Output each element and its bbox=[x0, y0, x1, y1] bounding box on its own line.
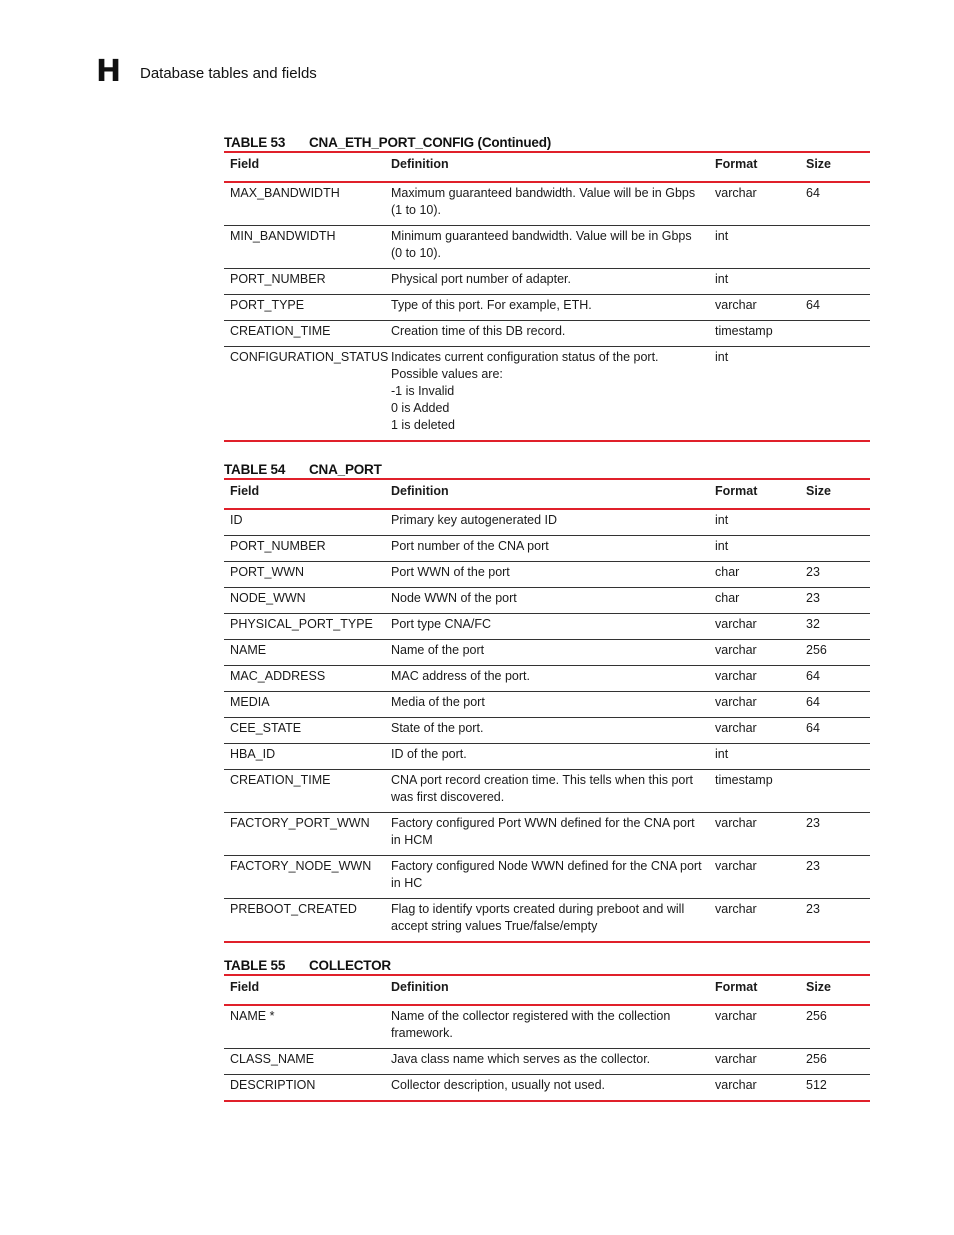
header-definition: Definition bbox=[391, 980, 449, 994]
definition-line: MAC address of the port. bbox=[391, 669, 530, 683]
cell-size: 64 bbox=[806, 695, 820, 709]
definition-line: Minimum guaranteed bandwidth. Value will be in Gbps bbox=[391, 229, 692, 243]
cell-size: 256 bbox=[806, 643, 827, 657]
definition-line: State of the port. bbox=[391, 721, 484, 735]
cell-size: 64 bbox=[806, 186, 820, 200]
table-caption bbox=[224, 958, 870, 974]
table-row bbox=[224, 510, 870, 536]
data-table-block bbox=[224, 135, 870, 442]
cell-definition bbox=[385, 718, 709, 743]
cell-field: PORT_NUMBER bbox=[230, 272, 326, 286]
table-row bbox=[224, 856, 870, 899]
table-caption bbox=[224, 462, 870, 478]
cell-size: 512 bbox=[806, 1078, 827, 1092]
table-row bbox=[224, 226, 870, 269]
cell-definition bbox=[385, 1006, 709, 1048]
definition-line: Java class name which serves as the collector. bbox=[391, 1052, 651, 1066]
definition-line: Name of the port bbox=[391, 643, 485, 657]
cell-field: CLASS_NAME bbox=[230, 1052, 315, 1066]
table-row bbox=[224, 562, 870, 588]
header-field: Field bbox=[230, 980, 260, 994]
header-format: Format bbox=[715, 980, 758, 994]
table-row bbox=[224, 295, 870, 321]
cell-definition bbox=[385, 692, 709, 717]
table-row bbox=[224, 269, 870, 295]
cell-size: 256 bbox=[806, 1009, 827, 1023]
cell-field: NAME * bbox=[230, 1009, 275, 1023]
cell-definition bbox=[385, 856, 709, 898]
table-row bbox=[224, 718, 870, 744]
definition-line: Indicates current configuration status of the port. bbox=[391, 350, 659, 364]
table-name: CNA_PORT bbox=[309, 462, 382, 477]
definition-line: CNA port record creation time. This tells when this port bbox=[391, 773, 693, 787]
cell-size: 23 bbox=[806, 859, 820, 873]
header-format: Format bbox=[715, 484, 758, 498]
cell-format: int bbox=[715, 747, 729, 761]
table bbox=[224, 478, 870, 943]
cell-size: 23 bbox=[806, 902, 820, 916]
table-number: TABLE 55 bbox=[224, 958, 286, 973]
cell-field: MAX_BANDWIDTH bbox=[230, 186, 340, 200]
definition-line: (0 to 10). bbox=[391, 246, 442, 260]
table-number: TABLE 54 bbox=[224, 462, 286, 477]
definition-line: Physical port number of adapter. bbox=[391, 272, 571, 286]
cell-size: 23 bbox=[806, 816, 820, 830]
cell-field: FACTORY_NODE_WWN bbox=[230, 859, 372, 873]
header-field: Field bbox=[230, 484, 260, 498]
cell-format: varchar bbox=[715, 298, 757, 312]
cell-format: char bbox=[715, 565, 740, 579]
cell-format: varchar bbox=[715, 859, 757, 873]
cell-size bbox=[800, 770, 870, 812]
table-row bbox=[224, 899, 870, 941]
cell-format: varchar bbox=[715, 695, 757, 709]
table-caption bbox=[224, 135, 870, 151]
header-definition: Definition bbox=[391, 157, 449, 171]
cell-definition bbox=[385, 295, 709, 320]
cell-format: int bbox=[715, 539, 729, 553]
cell-field: CONFIGURATION_STATUS bbox=[230, 350, 389, 364]
cell-definition bbox=[385, 770, 709, 812]
cell-size bbox=[800, 347, 870, 440]
definition-line: (1 to 10). bbox=[391, 203, 442, 217]
definition-line: 0 is Added bbox=[391, 401, 450, 415]
cell-definition bbox=[385, 226, 709, 268]
header-definition: Definition bbox=[391, 484, 449, 498]
definition-line: framework. bbox=[391, 1026, 453, 1040]
cell-field: HBA_ID bbox=[230, 747, 276, 761]
cell-format: varchar bbox=[715, 1009, 757, 1023]
cell-field: CREATION_TIME bbox=[230, 773, 331, 787]
cell-field: FACTORY_PORT_WWN bbox=[230, 816, 370, 830]
cell-definition bbox=[385, 269, 709, 294]
cell-definition bbox=[385, 744, 709, 769]
definition-line: was first discovered. bbox=[391, 790, 505, 804]
cell-format: varchar bbox=[715, 669, 757, 683]
definition-line: Collector description, usually not used. bbox=[391, 1078, 606, 1092]
cell-definition bbox=[385, 614, 709, 639]
cell-size bbox=[800, 744, 870, 769]
table-row bbox=[224, 347, 870, 440]
cell-size: 256 bbox=[806, 1052, 827, 1066]
definition-line: Flag to identify vports created during preboot and will bbox=[391, 902, 685, 916]
cell-format: int bbox=[715, 229, 729, 243]
table-row bbox=[224, 666, 870, 692]
definition-line: accept string values True/false/empty bbox=[391, 919, 598, 933]
definition-line: 1 is deleted bbox=[391, 418, 455, 432]
cell-field: DESCRIPTION bbox=[230, 1078, 316, 1092]
table bbox=[224, 151, 870, 442]
cell-definition bbox=[385, 347, 709, 440]
definition-line: in HC bbox=[391, 876, 423, 890]
cell-field: PORT_WWN bbox=[230, 565, 305, 579]
cell-format: varchar bbox=[715, 643, 757, 657]
cell-definition bbox=[385, 183, 709, 225]
cell-format: int bbox=[715, 272, 729, 286]
definition-line: ID of the port. bbox=[391, 747, 467, 761]
definition-line: Port number of the CNA port bbox=[391, 539, 549, 553]
cell-format: int bbox=[715, 513, 729, 527]
cell-definition bbox=[385, 1075, 709, 1100]
table-header-row bbox=[224, 153, 870, 183]
table-row bbox=[224, 770, 870, 813]
cell-field: PHYSICAL_PORT_TYPE bbox=[230, 617, 373, 631]
cell-field: MIN_BANDWIDTH bbox=[230, 229, 336, 243]
cell-size: 64 bbox=[806, 298, 820, 312]
table-name: COLLECTOR bbox=[309, 958, 391, 973]
cell-size: 23 bbox=[806, 591, 820, 605]
cell-format: varchar bbox=[715, 1078, 757, 1092]
page-header-title: Database tables and fields bbox=[140, 65, 317, 82]
chapter-letter: H bbox=[96, 54, 122, 89]
definition-line: Media of the port bbox=[391, 695, 485, 709]
cell-definition bbox=[385, 588, 709, 613]
table-row bbox=[224, 1006, 870, 1049]
cell-size bbox=[800, 536, 870, 561]
cell-size: 64 bbox=[806, 669, 820, 683]
definition-line: Primary key autogenerated ID bbox=[391, 513, 558, 527]
definition-line: Factory configured Port WWN defined for the CNA port bbox=[391, 816, 695, 830]
cell-field: PREBOOT_CREATED bbox=[230, 902, 357, 916]
definition-line: Type of this port. For example, ETH. bbox=[391, 298, 592, 312]
header-size: Size bbox=[806, 980, 832, 994]
definition-line: Maximum guaranteed bandwidth. Value will be in Gbps bbox=[391, 186, 696, 200]
table-row bbox=[224, 614, 870, 640]
definition-line: Creation time of this DB record. bbox=[391, 324, 566, 338]
definition-line: Factory configured Node WWN defined for the CNA port bbox=[391, 859, 702, 873]
cell-definition bbox=[385, 640, 709, 665]
cell-format: int bbox=[715, 350, 729, 364]
table-name: CNA_ETH_PORT_CONFIG (Continued) bbox=[309, 135, 552, 150]
definition-line: Node WWN of the port bbox=[391, 591, 517, 605]
header-size: Size bbox=[806, 157, 832, 171]
cell-format: timestamp bbox=[715, 773, 773, 787]
cell-field: NAME bbox=[230, 643, 267, 657]
cell-format: varchar bbox=[715, 721, 757, 735]
cell-definition bbox=[385, 510, 709, 535]
table-header-row bbox=[224, 480, 870, 510]
cell-size bbox=[800, 510, 870, 535]
cell-size: 32 bbox=[806, 617, 820, 631]
cell-definition bbox=[385, 562, 709, 587]
table-number: TABLE 53 bbox=[224, 135, 286, 150]
cell-definition bbox=[385, 536, 709, 561]
table-row bbox=[224, 813, 870, 856]
cell-format: varchar bbox=[715, 617, 757, 631]
cell-format: varchar bbox=[715, 186, 757, 200]
table-row bbox=[224, 1075, 870, 1100]
cell-format: varchar bbox=[715, 816, 757, 830]
table-row bbox=[224, 183, 870, 226]
table-row bbox=[224, 321, 870, 347]
definition-line: Possible values are: bbox=[391, 367, 503, 381]
cell-field: MEDIA bbox=[230, 695, 270, 709]
definition-line: Name of the collector registered with the collection bbox=[391, 1009, 671, 1023]
cell-field: CREATION_TIME bbox=[230, 324, 331, 338]
cell-format: timestamp bbox=[715, 324, 773, 338]
cell-size: 23 bbox=[806, 565, 820, 579]
cell-definition bbox=[385, 321, 709, 346]
cell-field: CEE_STATE bbox=[230, 721, 302, 735]
cell-field: ID bbox=[230, 513, 243, 527]
data-table-block bbox=[224, 958, 870, 1102]
cell-field: PORT_TYPE bbox=[230, 298, 305, 312]
cell-field: PORT_NUMBER bbox=[230, 539, 326, 553]
table-row bbox=[224, 640, 870, 666]
cell-definition bbox=[385, 899, 709, 941]
cell-size: 64 bbox=[806, 721, 820, 735]
definition-line: Port WWN of the port bbox=[391, 565, 510, 579]
cell-format: varchar bbox=[715, 902, 757, 916]
header-format: Format bbox=[715, 157, 758, 171]
table-row bbox=[224, 588, 870, 614]
definition-line: Port type CNA/FC bbox=[391, 617, 492, 631]
cell-field: MAC_ADDRESS bbox=[230, 669, 326, 683]
table-row bbox=[224, 1049, 870, 1075]
definition-line: in HCM bbox=[391, 833, 433, 847]
header-size: Size bbox=[806, 484, 832, 498]
cell-field: NODE_WWN bbox=[230, 591, 306, 605]
table-row bbox=[224, 692, 870, 718]
table-row bbox=[224, 744, 870, 770]
data-table-block bbox=[224, 462, 870, 943]
cell-size bbox=[800, 226, 870, 268]
cell-definition bbox=[385, 813, 709, 855]
table bbox=[224, 974, 870, 1102]
cell-size bbox=[800, 269, 870, 294]
table-row bbox=[224, 536, 870, 562]
cell-definition bbox=[385, 1049, 709, 1074]
header-field: Field bbox=[230, 157, 260, 171]
cell-definition bbox=[385, 666, 709, 691]
cell-format: varchar bbox=[715, 1052, 757, 1066]
cell-size bbox=[800, 321, 870, 346]
table-header-row bbox=[224, 976, 870, 1006]
definition-line: -1 is Invalid bbox=[391, 384, 455, 398]
cell-format: char bbox=[715, 591, 740, 605]
